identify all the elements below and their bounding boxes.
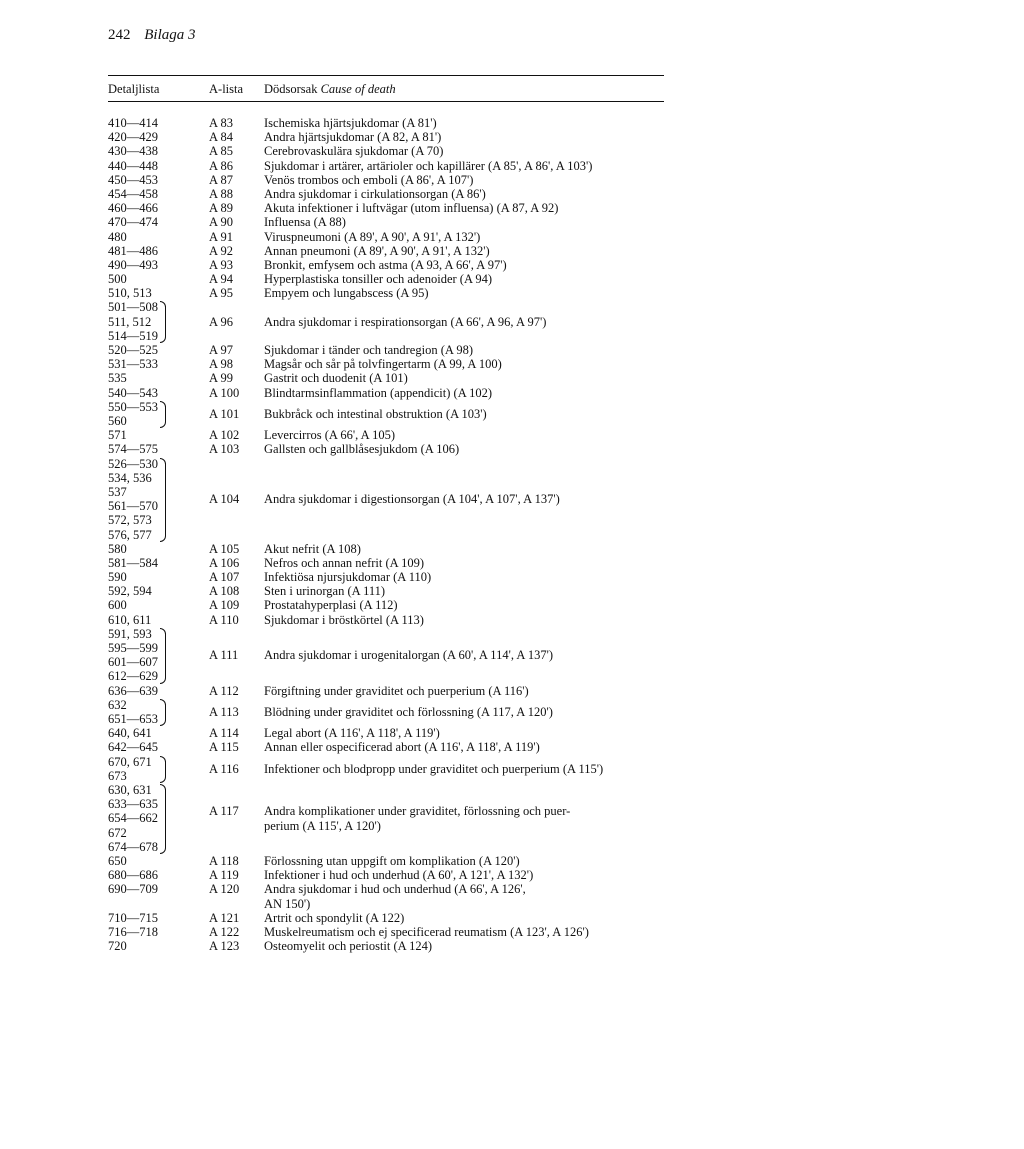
detail-code: 460—466 [108, 201, 158, 216]
group-brace [160, 628, 166, 684]
cause-text: Andra sjukdomar i urogenitalorgan (A 60', A 114', A 137') [264, 648, 554, 663]
table-row [0, 584, 1024, 598]
group-brace [160, 301, 166, 343]
detail-code-cell [108, 230, 127, 244]
detail-code: 690—709 [108, 882, 158, 897]
detail-code: 560 [108, 413, 127, 428]
detail-code: 591, 593 [108, 626, 152, 641]
table-row [0, 854, 1024, 868]
alist-code: A 95 [209, 286, 233, 301]
table-row [0, 939, 1024, 953]
cause-cell [264, 144, 674, 158]
table-row [0, 556, 1024, 570]
alist-code: A 123 [209, 939, 240, 954]
detail-code: 430—438 [108, 144, 158, 159]
table-row [0, 726, 1024, 740]
detail-code: 720 [108, 939, 127, 954]
cause-text: Legal abort (A 116', A 118', A 119') [264, 726, 440, 741]
alist-code: A 86 [209, 158, 233, 173]
detail-code: 490—493 [108, 257, 158, 272]
alist-code: A 108 [209, 584, 240, 599]
cause-cell [264, 726, 674, 740]
alist-code: A 114 [209, 726, 239, 741]
cause-text: Nefros och annan nefrit (A 109) [264, 555, 425, 570]
cause-cell [264, 286, 674, 300]
detail-code: 642—645 [108, 740, 158, 755]
cause-cell [264, 570, 674, 584]
alist-code: A 88 [209, 186, 233, 201]
group-brace [160, 756, 166, 783]
alist-code: A 94 [209, 272, 233, 287]
table-row [0, 882, 1024, 910]
alist-code: A 96 [209, 314, 233, 329]
detail-code: 612—629 [108, 669, 158, 684]
cause-cell [264, 187, 674, 201]
cause-cell [264, 315, 674, 329]
detail-code: 550—553 [108, 399, 158, 414]
table-row [0, 755, 1024, 783]
alist-code: A 93 [209, 257, 233, 272]
cause-of-death-table [0, 116, 1024, 953]
alist-code: A 92 [209, 243, 233, 258]
detail-code-cell [108, 244, 158, 258]
table-row [0, 371, 1024, 385]
table-row [0, 357, 1024, 371]
detail-code: 537 [108, 484, 127, 499]
alist-code: A 113 [209, 704, 239, 719]
detail-code: 501—508 [108, 300, 158, 315]
alist-code: A 98 [209, 357, 233, 372]
group-brace [160, 784, 166, 854]
cause-cell [264, 116, 674, 130]
cause-cell [264, 584, 674, 598]
cause-text: Artrit och spondylit (A 122) [264, 910, 405, 925]
cause-text: AN 150') [264, 896, 311, 911]
col-header-cause-en: Cause of death [320, 82, 396, 96]
detail-code-cell [108, 258, 158, 272]
detail-code: 670, 671 [108, 754, 152, 769]
detail-code-cell [108, 116, 158, 130]
alist-code: A 107 [209, 570, 240, 585]
alist-code: A 89 [209, 201, 233, 216]
cause-cell [264, 598, 674, 612]
alist-code: A 90 [209, 215, 233, 230]
detail-code: 576, 577 [108, 527, 152, 542]
cause-cell [264, 159, 674, 173]
page-number: 242 [108, 27, 131, 43]
alist-code: A 121 [209, 910, 240, 925]
table-row [0, 300, 1024, 343]
cause-text: Bukbråck och intestinal obstruktion (A 103') [264, 406, 487, 421]
cause-cell [264, 130, 674, 144]
detail-code: 674—678 [108, 839, 158, 854]
cause-cell [264, 925, 674, 939]
cause-cell [264, 804, 674, 832]
detail-code: 610, 611 [108, 612, 152, 627]
detail-code: 580 [108, 541, 127, 556]
detail-code-cell [108, 201, 158, 215]
detail-code: 673 [108, 768, 127, 783]
detail-code: 574—575 [108, 442, 158, 457]
cause-cell [264, 648, 674, 662]
detail-code-cell [108, 215, 158, 229]
cause-text: perium (A 115', A 120') [264, 818, 381, 833]
cause-text: Akuta infektioner i luftvägar (utom influensa) (A 87, A 92) [264, 201, 559, 216]
alist-code: A 117 [209, 804, 239, 819]
table-row [0, 116, 1024, 130]
cause-text: Infektioner och blodpropp under graviditet och puerperium (A 115') [264, 761, 604, 776]
alist-code: A 84 [209, 130, 233, 145]
cause-text: Venös trombos och emboli (A 86', A 107') [264, 172, 474, 187]
cause-text: Andra sjukdomar i cirkulationsorgan (A 86') [264, 186, 486, 201]
detail-code: 632 [108, 697, 127, 712]
alist-code: A 109 [209, 598, 240, 613]
alist-code: A 115 [209, 740, 239, 755]
cause-cell [264, 442, 674, 456]
table-row [0, 144, 1024, 158]
detail-code-cell [108, 286, 152, 300]
alist-code: A 100 [209, 385, 240, 400]
cause-text: Förgiftning under graviditet och puerperium (A 116') [264, 683, 529, 698]
cause-text: Influensa (A 88) [264, 215, 346, 230]
detail-code: 454—458 [108, 186, 158, 201]
detail-code-cell [108, 173, 158, 187]
detail-code-cell [108, 911, 158, 925]
detail-code: 470—474 [108, 215, 158, 230]
cause-text: Ischemiska hjärtsjukdomar (A 81') [264, 116, 437, 130]
detail-code: 716—718 [108, 924, 158, 939]
cause-text: Cerebrovaskulära sjukdomar (A 70) [264, 144, 444, 159]
detail-code-cell [108, 868, 158, 882]
group-brace [160, 458, 166, 542]
table-row [0, 783, 1024, 854]
detail-code-cell [108, 159, 158, 173]
detail-code: 630, 631 [108, 783, 152, 797]
cause-cell [264, 939, 674, 953]
detail-code-cell [108, 598, 127, 612]
cause-cell [264, 762, 674, 776]
cause-text: Blödning under graviditet och förlossning (A 117, A 120') [264, 704, 553, 719]
cause-text: Magsår och sår på tolvfingertarm (A 99, A 100) [264, 357, 502, 372]
detail-code: 526—530 [108, 456, 158, 471]
group-brace [160, 699, 166, 726]
cause-cell [264, 542, 674, 556]
table-row [0, 244, 1024, 258]
alist-code: A 110 [209, 612, 239, 627]
cause-text: Levercirros (A 66', A 105) [264, 428, 396, 443]
table-row [0, 230, 1024, 244]
detail-code: 500 [108, 272, 127, 287]
detail-code: 592, 594 [108, 584, 152, 599]
alist-code: A 97 [209, 343, 233, 358]
detail-code-cell [108, 357, 158, 371]
detail-code: 440—448 [108, 158, 158, 173]
detail-code: 600 [108, 598, 127, 613]
detail-code-cell [108, 925, 158, 939]
cause-text: Hyperplastiska tonsiller och adenoider (A 94) [264, 272, 493, 287]
alist-code: A 112 [209, 683, 239, 698]
detail-code: 481—486 [108, 243, 158, 258]
alist-code: A 102 [209, 428, 240, 443]
detail-code: 450—453 [108, 172, 158, 187]
alist-code: A 91 [209, 229, 233, 244]
detail-code-cell [108, 627, 158, 684]
cause-cell [264, 371, 674, 385]
table-header-rule [108, 101, 664, 102]
alist-code: A 120 [209, 882, 240, 897]
detail-code-cell [108, 882, 158, 896]
detail-code: 633—635 [108, 797, 158, 812]
detail-code-cell [108, 442, 158, 456]
cause-cell [264, 556, 674, 570]
cause-text: Bronkit, emfysem och astma (A 93, A 66', A 97') [264, 257, 507, 272]
cause-cell [264, 705, 674, 719]
detail-code-cell [108, 613, 151, 627]
table-row [0, 343, 1024, 357]
detail-code: 680—686 [108, 868, 158, 883]
detail-code-cell [108, 371, 127, 385]
detail-code-cell [108, 144, 158, 158]
detail-code-cell [108, 740, 158, 754]
table-row [0, 457, 1024, 542]
table-row [0, 286, 1024, 300]
cause-cell [264, 868, 674, 882]
detail-code-cell [108, 584, 152, 598]
detail-code: 595—599 [108, 641, 158, 656]
page-title: Bilaga 3 [144, 27, 196, 43]
detail-code: 654—662 [108, 811, 158, 826]
col-header-detail: Detaljlista [108, 82, 160, 96]
alist-code: A 111 [209, 648, 239, 663]
detail-code-cell [108, 684, 158, 698]
table-row [0, 386, 1024, 400]
group-brace [160, 401, 166, 428]
cause-text: Prostatahyperplasi (A 112) [264, 598, 398, 613]
cause-cell [264, 173, 674, 187]
cause-text: Sjukdomar i artärer, artärioler och kapillärer (A 85', A 86', A 103') [264, 158, 593, 173]
cause-cell [264, 244, 674, 258]
cause-text: Andra komplikationer under graviditet, förlossning och puer- [264, 804, 571, 819]
cause-cell [264, 343, 674, 357]
cause-text: Sten i urinorgan (A 111) [264, 584, 386, 599]
detail-code: 535 [108, 371, 127, 386]
table-row [0, 570, 1024, 584]
cause-text: Infektioner i hud och underhud (A 60', A 121', A 132') [264, 868, 534, 883]
alist-code: A 118 [209, 854, 239, 868]
cause-text: Viruspneumoni (A 89', A 90', A 91', A 132') [264, 229, 481, 244]
cause-cell [264, 740, 674, 754]
detail-code: 420—429 [108, 130, 158, 145]
table-row [0, 442, 1024, 456]
detail-code: 651—653 [108, 712, 158, 727]
cause-text: Annan pneumoni (A 89', A 90', A 91', A 132') [264, 243, 490, 258]
detail-code-cell [108, 783, 158, 854]
table-row [0, 130, 1024, 144]
cause-text: Blindtarmsinflammation (appendicit) (A 102) [264, 385, 493, 400]
detail-code: 640, 641 [108, 726, 152, 741]
cause-text: Sjukdomar i tänder och tandregion (A 98) [264, 343, 473, 358]
table-row [0, 187, 1024, 201]
cause-text: Infektiösa njursjukdomar (A 110) [264, 570, 432, 585]
alist-code: A 87 [209, 172, 233, 187]
cause-text: Andra sjukdomar i respirationsorgan (A 66', A 96, A 97') [264, 314, 547, 329]
cause-cell [264, 854, 674, 868]
detail-code: 540—543 [108, 385, 158, 400]
table-top-rule [108, 75, 664, 76]
table-row [0, 613, 1024, 627]
detail-code: 572, 573 [108, 513, 152, 528]
detail-code-cell [108, 300, 158, 343]
detail-code-cell [108, 755, 152, 783]
table-row [0, 258, 1024, 272]
cause-cell [264, 215, 674, 229]
table-row [0, 911, 1024, 925]
alist-code: A 106 [209, 555, 240, 570]
detail-code-cell [108, 428, 127, 442]
cause-text: Gastrit och duodenit (A 101) [264, 371, 408, 386]
detail-code: 590 [108, 570, 127, 585]
table-row [0, 173, 1024, 187]
detail-code: 561—570 [108, 499, 158, 514]
detail-code-cell [108, 187, 158, 201]
table-row [0, 740, 1024, 754]
cause-text: Muskelreumatism och ej specificerad reumatism (A 123', A 126') [264, 924, 589, 939]
cause-cell [264, 230, 674, 244]
cause-text: Osteomyelit och periostit (A 124) [264, 939, 433, 954]
detail-code: 520—525 [108, 343, 158, 358]
detail-code: 480 [108, 229, 127, 244]
col-header-alist: A-lista [209, 82, 244, 96]
cause-text: Förlossning utan uppgift om komplikation (A 120') [264, 854, 520, 868]
table-row [0, 215, 1024, 229]
alist-code: A 83 [209, 116, 233, 130]
cause-text: Empyem och lungabscess (A 95) [264, 286, 429, 301]
detail-code-cell [108, 542, 127, 556]
alist-code: A 119 [209, 868, 239, 883]
cause-text: Sjukdomar i bröstkörtel (A 113) [264, 612, 424, 627]
detail-code-cell [108, 556, 158, 570]
detail-code: 514—519 [108, 328, 158, 343]
cause-cell [264, 272, 674, 286]
detail-code-cell [108, 726, 152, 740]
table-row [0, 428, 1024, 442]
cause-cell [264, 613, 674, 627]
table-row [0, 698, 1024, 726]
detail-code: 571 [108, 428, 127, 443]
detail-code: 534, 536 [108, 470, 152, 485]
table-row [0, 684, 1024, 698]
cause-cell [264, 258, 674, 272]
cause-text: Andra hjärtsjukdomar (A 82, A 81') [264, 130, 442, 145]
cause-text: Gallsten och gallblåsesjukdom (A 106) [264, 442, 460, 457]
table-row [0, 272, 1024, 286]
detail-code: 510, 513 [108, 286, 152, 301]
table-row [0, 925, 1024, 939]
table-row [0, 868, 1024, 882]
cause-cell [264, 911, 674, 925]
detail-code-cell [108, 698, 158, 726]
detail-code-cell [108, 272, 127, 286]
detail-code: 636—639 [108, 683, 158, 698]
detail-code-cell [108, 457, 158, 542]
detail-code-cell [108, 854, 127, 868]
table-row [0, 400, 1024, 428]
alist-code: A 122 [209, 924, 240, 939]
alist-code: A 99 [209, 371, 233, 386]
cause-cell [264, 492, 674, 506]
cause-cell [264, 357, 674, 371]
detail-code: 410—414 [108, 116, 158, 130]
detail-code-cell [108, 386, 158, 400]
detail-code: 581—584 [108, 555, 158, 570]
cause-cell [264, 386, 674, 400]
detail-code-cell [108, 570, 127, 584]
col-header-cause-sv: Dödsorsak [264, 82, 318, 96]
table-row [0, 627, 1024, 684]
cause-cell [264, 201, 674, 215]
alist-code: A 103 [209, 442, 240, 457]
cause-cell [264, 407, 674, 421]
cause-cell [264, 428, 674, 442]
detail-code-cell [108, 343, 158, 357]
cause-cell [264, 684, 674, 698]
detail-code-cell [108, 939, 127, 953]
alist-code: A 104 [209, 492, 240, 507]
table-row [0, 159, 1024, 173]
table-row [0, 542, 1024, 556]
cause-text: Akut nefrit (A 108) [264, 541, 361, 556]
cause-text: Andra sjukdomar i hud och underhud (A 66', A 126', [264, 882, 526, 897]
detail-code: 650 [108, 854, 127, 868]
page-header [108, 27, 196, 44]
detail-code: 601—607 [108, 655, 158, 670]
detail-code: 531—533 [108, 357, 158, 372]
detail-code-cell [108, 130, 158, 144]
detail-code-cell [108, 400, 158, 428]
col-header-cause [264, 82, 396, 97]
alist-code: A 101 [209, 406, 240, 421]
detail-code: 672 [108, 825, 127, 840]
detail-code: 511, 512 [108, 314, 152, 329]
cause-text: Annan eller ospecificerad abort (A 116', A 118', A 119') [264, 740, 540, 755]
cause-cell [264, 882, 674, 910]
alist-code: A 116 [209, 761, 239, 776]
detail-code: 710—715 [108, 910, 158, 925]
table-row [0, 598, 1024, 612]
table-row [0, 201, 1024, 215]
cause-text: Andra sjukdomar i digestionsorgan (A 104', A 107', A 137') [264, 492, 560, 507]
alist-code: A 105 [209, 541, 240, 556]
alist-code: A 85 [209, 144, 233, 159]
